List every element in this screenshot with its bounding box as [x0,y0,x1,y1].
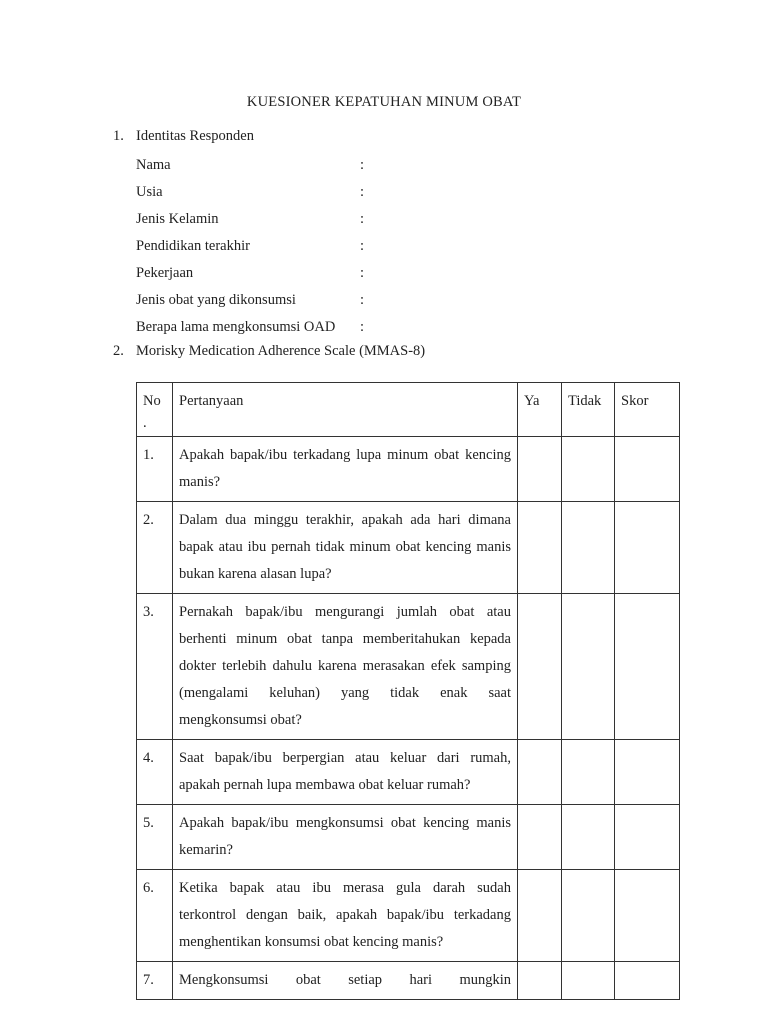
field-label: Nama [136,157,171,173]
header-question: Pertanyaan [173,383,518,437]
row-question: Apakah bapak/ibu terkadang lupa minum obat kencing manis? [173,437,518,502]
table-header-row [137,383,680,437]
header-no: No . [137,383,173,437]
mmas-8-table [136,382,680,1000]
answer-yes-cell[interactable] [518,870,562,962]
field-pendidikan [136,233,396,260]
field-pekerjaan [136,260,396,287]
answer-yes-cell[interactable] [518,594,562,740]
header-yes: Ya [518,383,562,437]
table-row [137,805,680,870]
score-cell[interactable] [615,502,680,594]
table-row [137,870,680,962]
document-title: KUESIONER KEPATUHAN MINUM OBAT [246,94,522,110]
answer-yes-cell[interactable] [518,502,562,594]
field-separator: : [360,292,365,308]
row-number: 4. [137,740,173,805]
answer-no-cell[interactable] [562,962,615,1000]
field-separator: : [360,184,365,200]
table-row [137,740,680,805]
field-separator: : [360,238,365,254]
answer-no-cell[interactable] [562,805,615,870]
section-2-number: 2. [113,343,124,359]
answer-no-cell[interactable] [562,740,615,805]
field-lama-konsumsi [136,314,396,341]
score-cell[interactable] [615,805,680,870]
score-cell[interactable] [615,962,680,1000]
table-row [137,962,680,1000]
row-question: Pernakah bapak/ibu mengurangi jumlah obat atau berhenti minum obat tanpa memberitahukan kepada dokter terlebih dahulu karena merasakan efek samping (mengalami keluhan) yang tidak enak saat mengkonsumsi obat? [173,594,518,740]
row-question: Ketika bapak atau ibu merasa gula darah sudah terkontrol dengan baik, apakah bapak/ibu terkadang menghentikan konsumsi obat kencing manis? [173,870,518,962]
row-question: Mengkonsumsi obat setiap hari mungkin [173,962,518,1000]
field-nama [136,152,396,179]
answer-yes-cell[interactable] [518,437,562,502]
score-cell[interactable] [615,870,680,962]
row-question: Saat bapak/ibu berpergian atau keluar dari rumah, apakah pernah lupa membawa obat keluar rumah? [173,740,518,805]
row-number: 5. [137,805,173,870]
score-cell[interactable] [615,437,680,502]
row-question: Dalam dua minggu terakhir, apakah ada hari dimana bapak atau ibu pernah tidak minum obat kencing manis bukan karena alasan lupa? [173,502,518,594]
field-separator: : [360,319,365,335]
answer-no-cell[interactable] [562,437,615,502]
section-2-heading [113,343,425,360]
row-number: 6. [137,870,173,962]
table-row [137,437,680,502]
field-separator: : [360,265,365,281]
answer-no-cell[interactable] [562,870,615,962]
score-cell[interactable] [615,594,680,740]
header-score: Skor [615,383,680,437]
row-number: 1. [137,437,173,502]
field-label: Jenis Kelamin [136,211,219,227]
field-separator: : [360,157,365,173]
table-row [137,502,680,594]
answer-no-cell[interactable] [562,594,615,740]
section-1-title: Identitas Responden [136,128,254,144]
score-cell[interactable] [615,740,680,805]
field-jenis-kelamin [136,206,396,233]
row-question: Apakah bapak/ibu mengkonsumsi obat kencing manis kemarin? [173,805,518,870]
header-no-answer: Tidak [562,383,615,437]
header-no-dot: . [143,415,147,431]
field-label: Pekerjaan [136,265,194,281]
respondent-identity-fields [136,152,396,341]
field-jenis-obat [136,287,396,314]
row-number: 7. [137,962,173,1000]
section-1-number: 1. [113,128,124,144]
field-separator: : [360,211,365,227]
answer-no-cell[interactable] [562,502,615,594]
answer-yes-cell[interactable] [518,805,562,870]
table-row [137,594,680,740]
field-usia [136,179,396,206]
row-number: 2. [137,502,173,594]
field-label: Berapa lama mengkonsumsi OAD [136,319,336,335]
row-number: 3. [137,594,173,740]
field-label: Usia [136,184,163,200]
field-label: Pendidikan terakhir [136,238,250,254]
section-2-title: Morisky Medication Adherence Scale (MMAS-8) [136,343,426,359]
field-label: Jenis obat yang dikonsumsi [136,292,296,308]
section-1-heading [113,128,254,145]
answer-yes-cell[interactable] [518,740,562,805]
answer-yes-cell[interactable] [518,962,562,1000]
